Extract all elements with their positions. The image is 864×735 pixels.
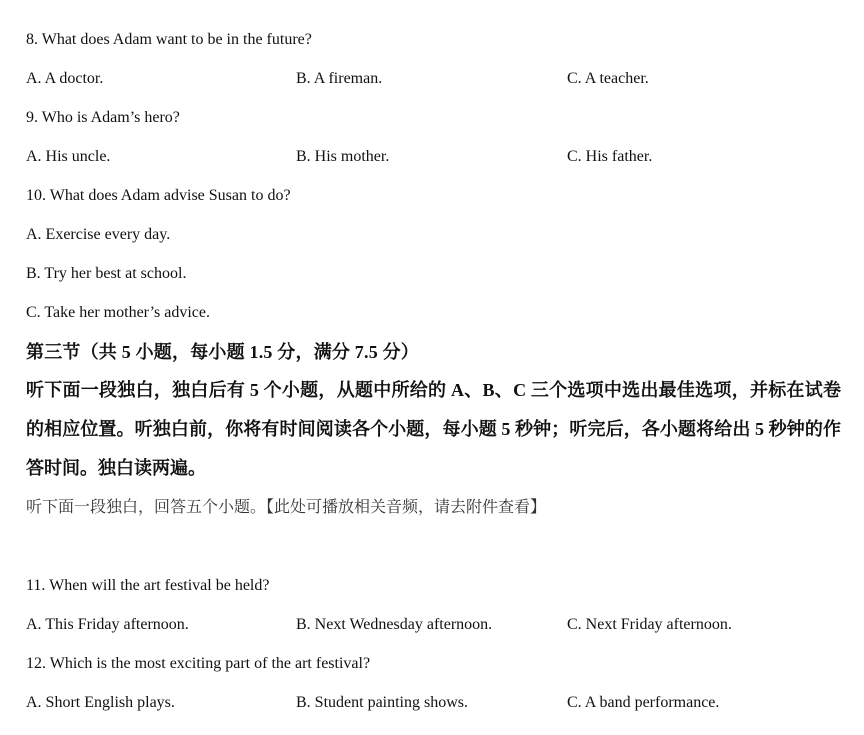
option-b: B. Next Wednesday afternoon. <box>296 616 493 633</box>
option-c: C. His father. <box>567 148 653 165</box>
option-c: C. Next Friday afternoon. <box>567 616 732 633</box>
option-c: C. Take her mother’s advice. <box>26 304 211 321</box>
option-a: A. This Friday afternoon. <box>26 616 189 633</box>
option-b: B. His mother. <box>296 148 390 165</box>
question-9: 9. Who is Adam’s hero? <box>26 109 180 126</box>
option-c: C. A band performance. <box>567 694 720 711</box>
question-8-options <box>26 69 846 89</box>
option-b: B. Student painting shows. <box>296 694 469 711</box>
option-c: C. A teacher. <box>567 70 649 87</box>
option-b: B. Try her best at school. <box>26 265 187 282</box>
question-9-options <box>26 147 846 167</box>
question-12-options <box>26 693 846 713</box>
section-instructions: 听下面一段独白，独白后有 5 个小题，从题中所给的 A、B、C 三个选项中选出最佳选项，并标在试卷的相应位置。听独白前，你将有时间阅读各个小题，每小题 5 秒钟；听完后，各小题将给出 5 秒钟的作答时间。独白读两遍。 <box>26 380 841 478</box>
audio-note: 听下面一段独白，回答五个小题。【此处可播放相关音频，请去附件查看】 <box>26 499 547 516</box>
section-heading: 第三节（共 5 小题，每小题 1.5 分，满分 7.5 分） <box>26 342 419 362</box>
question-11: 11. When will the art festival be held? <box>26 577 270 594</box>
question-10: 10. What does Adam advise Susan to do? <box>26 187 291 204</box>
question-12: 12. Which is the most exciting part of the art festival? <box>26 655 371 672</box>
option-b: B. A fireman. <box>296 70 383 87</box>
option-a: A. Short English plays. <box>26 694 175 711</box>
option-a: A. Exercise every day. <box>26 226 171 243</box>
option-a: A. A doctor. <box>26 70 104 87</box>
question-8: 8. What does Adam want to be in the future? <box>26 31 312 48</box>
option-a: A. His uncle. <box>26 148 111 165</box>
question-11-options <box>26 615 846 635</box>
